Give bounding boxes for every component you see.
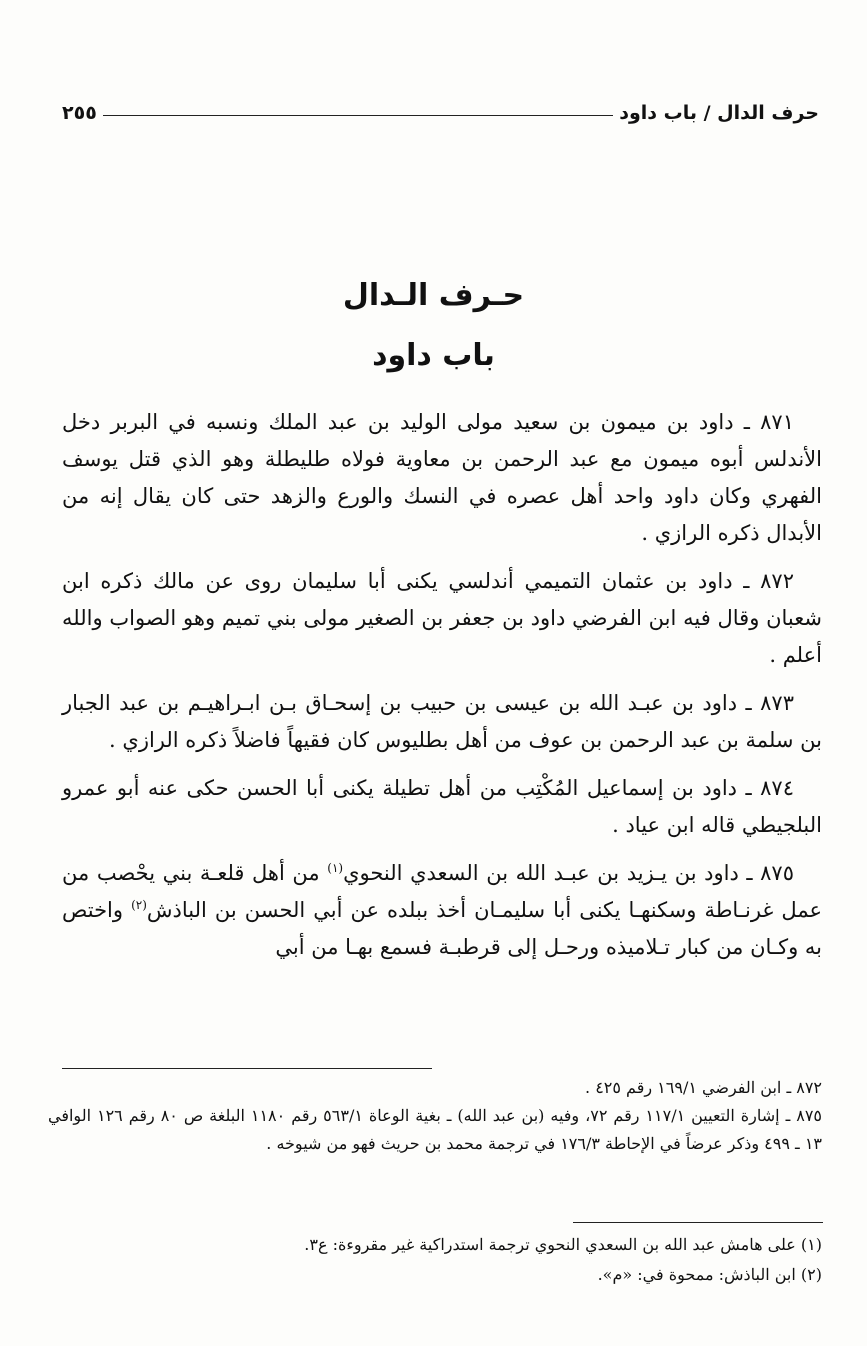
section-title: باب داود bbox=[372, 338, 495, 373]
entry-number: ٨٧١ bbox=[760, 410, 794, 434]
entry-number: ٨٧٢ bbox=[760, 569, 794, 593]
header-rule bbox=[103, 115, 613, 116]
source-note-872: ٨٧٢ ـ ابن الفرضي ١٦٩/١ رقم ٤٢٥ . bbox=[585, 1078, 822, 1097]
entry-text: واختص به وكـان من كبار تـلاميذه ورحـل إلى قرطبـة فسمع بهـا من أبي bbox=[62, 898, 822, 959]
entry-text: ـ داود بن عبـد الله بن عيسى بن حبيب بن إسحـاق بـن ابـراهيـم بن عبد الجبار بن سلمة بن عبد الرحمن بن عوف من أهل بطليوس كان فقيهاً فاضلاً ذكره الرازي . bbox=[62, 691, 822, 752]
entry-text: ـ داود بن يـزيد بن عبـد الله بن السعدي النحوي bbox=[343, 861, 761, 885]
running-title: حرف الدال / باب داود bbox=[619, 102, 819, 124]
entry-text: ـ داود بن عثمان التميمي أندلسي يكنى أبا سليمان روى عن مالك ذكره ابن شعبان وقال فيه ابن الفرضي داود بن جعفر بن الصغير مولى بني تميم وهو الصواب والله أعلم . bbox=[62, 569, 822, 667]
entry-872 bbox=[62, 563, 822, 674]
entry-text: من أهل قلعـة بني يحْصب من عمل غرنـاطة وسكنهـا يكنى أبا سليمـان أخذ ببلده عن أبي الحسن بن الباذش bbox=[62, 861, 822, 922]
source-notes bbox=[48, 1074, 822, 1158]
chapter-title: حـرف الـدال bbox=[342, 278, 525, 313]
footnote-ref-2: (٢) bbox=[131, 898, 147, 912]
footnote-2: (٢) ابن الباذش: ممحوة في: «م». bbox=[597, 1265, 822, 1284]
footnote-1: (١) على هامش عبد الله بن السعدي النحوي ترجمة استدراكية غير مقروءة: ع٣. bbox=[304, 1235, 822, 1254]
entry-text: ـ داود بن إسماعيل المُكْتِب من أهل تطيلة يكنى أبا الحسن حكى عنه أبو عمرو البلجيطي قاله ابن عياد . bbox=[62, 776, 822, 837]
source-note-875: ٨٧٥ ـ إشارة التعيين ١١٧/١ رقم ٧٢، وفيه (بن عبد الله) ـ بغية الوعاة ٥٦٣/١ رقم ١١٨٠ البلغة ص ٨٠ رقم ١٢٦ الوافي ١٣ ـ ٤٩٩ وذكر عرضاً في الإحاطة ١٧٦/٣ في ترجمة محمد بن حريث فهو من شيوخه . bbox=[48, 1106, 823, 1153]
entry-873 bbox=[62, 685, 822, 759]
entry-874 bbox=[62, 770, 822, 844]
footnotes-rule bbox=[573, 1222, 823, 1223]
entry-text: ـ داود بن ميمون بن سعيد مولى الوليد بن عبد الملك ونسبه في البربر دخل الأندلس أبوه ميمون مع عبد الرحمن بن معاوية فولاه طليطلة وهو الذي قتل يوسف الفهري وكان داود واحد أهل عصره في النسك والورع والزهد حتى كان يقال إنه من الأبدال ذكره الرازي . bbox=[62, 410, 822, 545]
page-number: ٢٥٥ bbox=[62, 102, 97, 124]
running-header bbox=[62, 88, 819, 124]
source-notes-rule bbox=[62, 1068, 432, 1069]
main-text bbox=[62, 404, 822, 977]
entry-871 bbox=[62, 404, 822, 552]
footnotes bbox=[48, 1230, 822, 1290]
entry-number: ٨٧٤ bbox=[760, 776, 794, 800]
entry-875 bbox=[62, 855, 822, 966]
footnote-ref-1: (١) bbox=[327, 861, 344, 875]
entry-number: ٨٧٣ bbox=[760, 691, 794, 715]
entry-number: ٨٧٥ bbox=[760, 861, 794, 885]
